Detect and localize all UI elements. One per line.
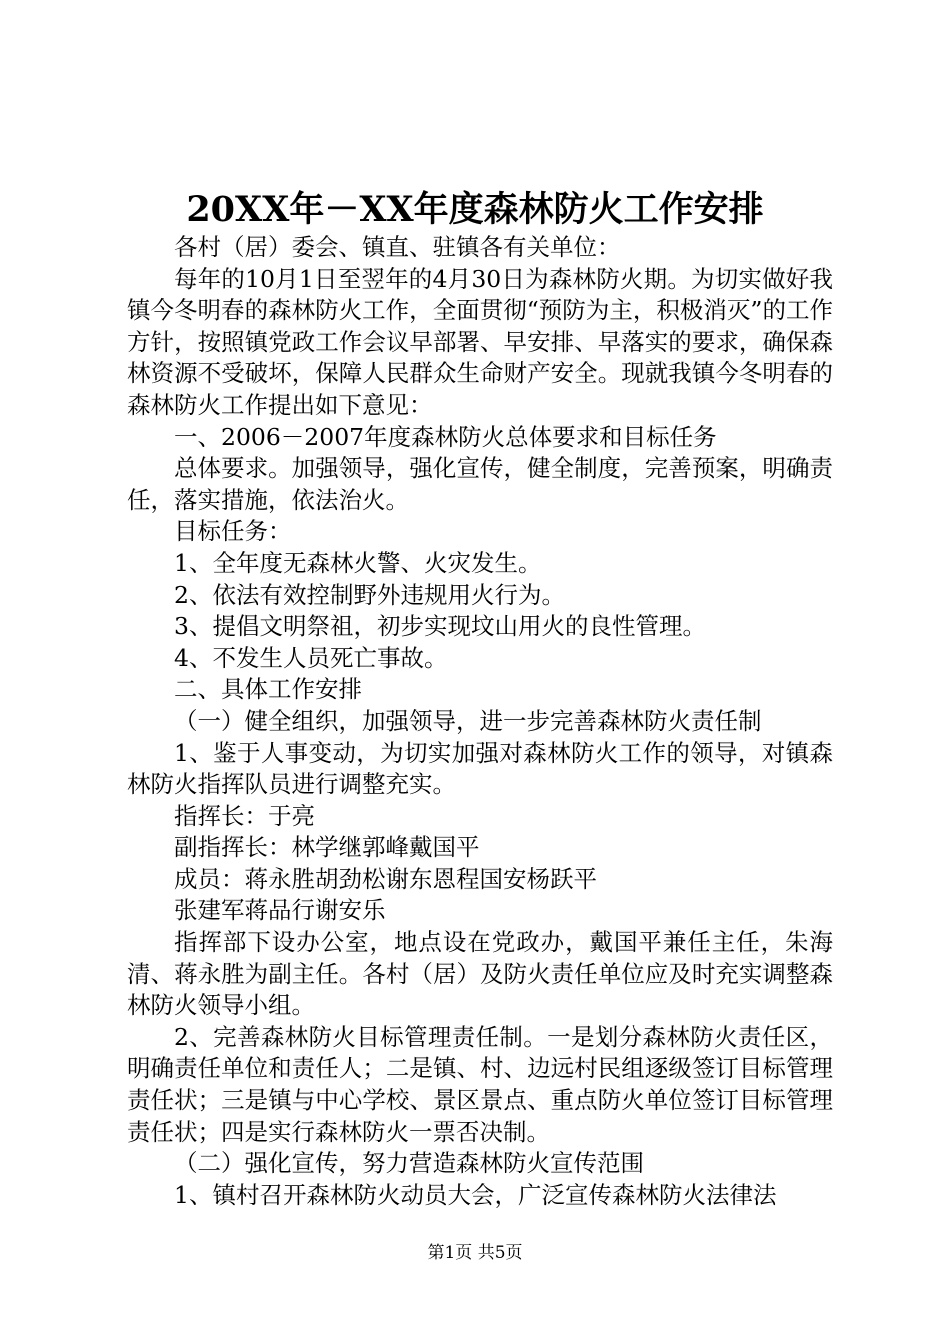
target-item: 2、依法有效控制野外违规用火行为。 (174, 580, 565, 609)
target-item: 3、提倡文明祭祖，初步实现坟山用火的良性管理。 (174, 612, 706, 641)
commander-line: 指挥长：于亮 (174, 801, 315, 830)
deputy-commander-line: 副指挥长：林学继郭峰戴国平 (174, 833, 480, 862)
paragraph: 指挥部下设办公室，地点设在党政办，戴国平兼任主任，朱海清、蒋永胜为副主任。各村（居）及防火责任单位应及时充实调整森林防火领导小组。 (127, 928, 833, 1020)
intro-paragraph: 每年的10月1日至翌年的4月30日为森林防火期。为切实做好我镇今冬明春的森林防火工作，全面贯彻“预防为主，积极消灭”的工作方针，按照镇党政工作会议早部署、早安排、早落实的要求，确保森林资源不受破坏，保障人民群众生命财产安全。现就我镇今冬明春的森林防火工作提出如下意见： (127, 264, 833, 419)
section-heading-2: 二、具体工作安排 (174, 675, 362, 704)
salutation: 各村（居）委会、镇直、驻镇各有关单位： (174, 233, 621, 261)
section-heading-1: 一、2006－2007年度森林防火总体要求和目标任务 (174, 422, 717, 451)
document-body (127, 232, 833, 1211)
document-title: 20XX年－XX年度森林防火工作安排 (186, 189, 764, 230)
subsection-heading-1: （一）健全组织，加强领导，进一步完善森林防火责任制 (174, 706, 762, 735)
target-item: 1、全年度无森林火警、火灾发生。 (174, 548, 542, 577)
targets-heading: 目标任务： (174, 517, 292, 546)
members-line-continued: 张建军蒋品行谢安乐 (174, 896, 386, 925)
members-line: 成员：蒋永胜胡劲松谢东恩程国安杨跃平 (174, 864, 597, 893)
target-item: 4、不发生人员死亡事故。 (174, 643, 448, 672)
overall-requirements: 总体要求。加强领导，强化宣传，健全制度，完善预案，明确责任，落实措施，依法治火。 (127, 454, 833, 514)
subsection-heading-2: （二）强化宣传，努力营造森林防火宣传范围 (174, 1149, 644, 1178)
page-number-footer: 第1页 共5页 (427, 1243, 523, 1263)
paragraph: 1、镇村召开森林防火动员大会，广泛宣传森林防火法律法 (174, 1180, 777, 1209)
paragraph: 1、鉴于人事变动，为切实加强对森林防火工作的领导，对镇森林防火指挥队员进行调整充实。 (127, 738, 833, 799)
paragraph: 2、完善森林防火目标管理责任制。一是划分森林防火责任区，明确责任单位和责任人；二是镇、村、边远村民组逐级签订目标管理责任状；三是镇与中心学校、景区景点、重点防火单位签订目标管理责任状；四是实行森林防火一票否决制。 (127, 1022, 833, 1146)
